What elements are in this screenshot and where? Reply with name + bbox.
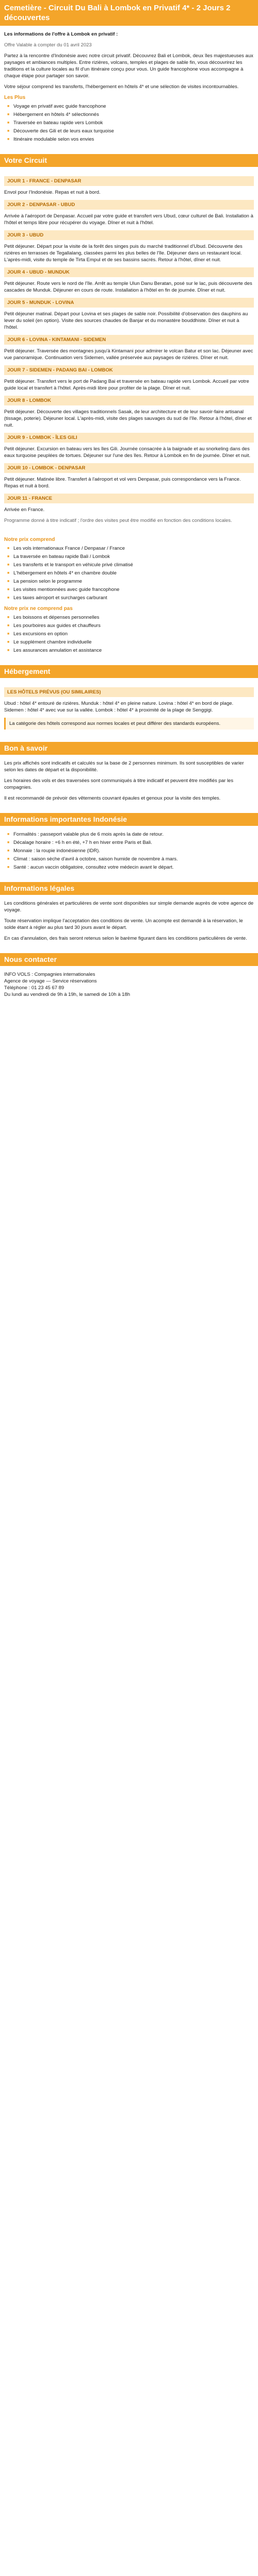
- day-text: Arrivée en France.: [4, 507, 45, 513]
- prix-item: ■ La traversée en bateau rapide Bali / Lombok: [7, 553, 254, 560]
- noninclus-item: ■ Les excursions en option: [7, 631, 254, 637]
- bon-paragraph: Il est recommandé de prévoir des vêtements couvrant épaules et genoux pour la visite des temples.: [4, 795, 221, 801]
- intro-line-2: Offre Valable à compter du 01 avril 2023: [4, 42, 92, 48]
- pratiques-item: ■ Santé : aucun vaccin obligatoire, consultez votre médecin avant le départ.: [7, 864, 254, 871]
- conditions-paragraph: Toute réservation implique l'acceptation des conditions de vente. Un acompte est demandé à la réservation, le solde étant à régler au plus tard 30 jours avant le départ.: [4, 918, 243, 930]
- plus-item: ■ Hébergement en hôtels 4* sélectionnés: [7, 111, 254, 118]
- hebergement-text: Ubud : hôtel 4* entouré de rizières. Munduk : hôtel 4* en pleine nature. Lovina : hôtel 4* en bord de plage. Sidemen : hôtel 4* avec vue sur la vallée. Lombok : hôtel 4* à proximité de la plage de Senggigi.: [4, 701, 234, 713]
- hebergement-title: Hébergement: [0, 665, 258, 678]
- noninclus-item: ■ Les assurances annulation et assistance: [7, 647, 254, 654]
- pratiques-list: [4, 831, 254, 871]
- hebergement-section: [0, 681, 258, 737]
- day-heading: JOUR 6 - LOVINA - KINTAMANI - SIDEMEN: [4, 335, 254, 345]
- pratiques-item: ■ Monnaie : la roupie indonésienne (IDR).: [7, 848, 254, 854]
- prix-item: ■ Les visites mentionnées avec guide francophone: [7, 586, 254, 593]
- prix-list: [4, 545, 254, 601]
- day-heading: JOUR 2 - DENPASAR - UBUD: [4, 200, 254, 210]
- conditions-paragraph: En cas d'annulation, des frais seront retenus selon le barème figurant dans les conditions particulières de vente.: [4, 936, 247, 941]
- contact-line: Agence de voyage — Service réservations: [4, 978, 97, 984]
- conditions-paragraph: Les conditions générales et particulières de vente sont disponibles sur simple demande auprès de votre agence de voyage.: [4, 901, 254, 913]
- prix-item: ■ L'hébergement en hôtels 4* en chambre double: [7, 570, 254, 577]
- prix-item: ■ Les taxes aéroport et surcharges carburant: [7, 595, 254, 601]
- bon-paragraph: Les horaires des vols et des traversées sont communiqués à titre indicatif et peuvent être modifiés par les compagnies.: [4, 778, 234, 790]
- contacts-section: [0, 969, 258, 1000]
- page-title: Cemetière - Circuit Du Bali à Lombok en Privatif 4* - 2 Jours 2 découvertes: [0, 0, 258, 26]
- intro-paragraph-2: Votre séjour comprend les transferts, l'hébergement en hôtels 4* et une sélection de visites incontournables.: [4, 84, 239, 90]
- conditions-title: Informations légales: [0, 882, 258, 895]
- conditions-section: [0, 898, 258, 948]
- circuit-section: [0, 170, 258, 530]
- prix-section: [0, 530, 258, 660]
- prix-title: Notre prix comprend: [4, 537, 55, 543]
- contact-line: Téléphone : 01 23 45 67 89: [4, 985, 64, 991]
- plus-item: ■ Traversée en bateau rapide vers Lombok: [7, 120, 254, 126]
- plus-title: Les Plus: [4, 95, 26, 100]
- intro-line-1: Les informations de l'offre à Lombok en privatif :: [4, 31, 118, 37]
- day-heading: JOUR 4 - UBUD - MUNDUK: [4, 267, 254, 277]
- day-text: Petit déjeuner. Matinée libre. Transfert à l'aéroport et vol vers Denpasar, puis correspondance vers la France. Repas et nuit à bord.: [4, 477, 241, 489]
- day-heading: JOUR 9 - LOMBOK - ÎLES GILI: [4, 433, 254, 443]
- noninclus-item: ■ Le supplément chambre individuelle: [7, 639, 254, 646]
- day-heading: JOUR 3 - UBUD: [4, 230, 254, 240]
- day-text: Petit déjeuner. Transfert vers le port de Padang Bai et traversée en bateau rapide vers Lombok. Accueil par votre guide local et transfert à l'hôtel. Après-midi libre pour profiter de la plage. Dîner et nuit.: [4, 379, 249, 391]
- day-text: Envol pour l'Indonésie. Repas et nuit à bord.: [4, 190, 101, 195]
- prix-item: ■ Les transferts et le transport en véhicule privé climatisé: [7, 562, 254, 568]
- noninclus-item: ■ Les pourboires aux guides et chauffeurs: [7, 622, 254, 629]
- day-text: Petit déjeuner. Traversée des montagnes jusqu'à Kintamani pour admirer le volcan Batur et son lac. Déjeuner avec vue panoramique. Continuation vers Sidemen, vallée préservée aux paysages de rizières. Dîner et nuit.: [4, 348, 253, 361]
- prix-item: ■ Les vols internationaux France / Denpasar / France: [7, 545, 254, 552]
- pratiques-item: ■ Formalités : passeport valable plus de 6 mois après la date de retour.: [7, 831, 254, 838]
- day-text: Petit déjeuner. Découverte des villages traditionnels Sasak, de leur architecture et de leur savoir-faire artisanal (tissage, poterie). Déjeuner local. L'après-midi, visite des plages sauvages du sud de l'île. Retour à l'hôtel, dîner et nuit.: [4, 409, 252, 428]
- contact-line: Du lundi au vendredi de 9h à 19h, le samedi de 10h à 18h: [4, 992, 131, 997]
- day-heading: JOUR 1 - FRANCE - DENPASAR: [4, 176, 254, 186]
- day-heading: JOUR 8 - LOMBOK: [4, 396, 254, 405]
- bon-title: Bon à savoir: [0, 742, 258, 755]
- page: [0, 0, 258, 1000]
- noninclus-title: Notre prix ne comprend pas: [4, 606, 73, 612]
- day-text: Petit déjeuner. Excursion en bateau vers les îles Gili. Journée consacrée à la baignade et au snorkeling dans des eaux turquoise peuplées de tortues. Déjeuner sur l'une des îles. Retour à Lombok en fin de journée. Dîner et nuit.: [4, 446, 251, 459]
- day-heading: JOUR 10 - LOMBOK - DENPASAR: [4, 463, 254, 473]
- plus-item: ■ Itinéraire modulable selon vos envies: [7, 136, 254, 143]
- intro-paragraph-1: Partez à la rencontre d'Indonésie avec notre circuit privatif. Découvrez Bali et Lombok, deux îles majestueuses aux paysages et ambiances multiples. Entre rizières, volcans, temples et plages de sable fin, vous découvrirez les traditions et la culture locales au fil d'un itinéraire conçu pour vous. Un guide francophone vous accompagne à chaque étape pour partager son savoir.: [4, 53, 253, 79]
- noninclus-list: [4, 614, 254, 654]
- plus-item: ■ Découverte des Gili et de leurs eaux turquoise: [7, 128, 254, 134]
- pratiques-item: ■ Décalage horaire : +6 h en été, +7 h en hiver entre Paris et Bali.: [7, 839, 254, 846]
- circuit-footnote: Programme donné à titre indicatif ; l'ordre des visites peut être modifié en fonction des conditions locales.: [4, 518, 232, 523]
- day-text: Petit déjeuner. Route vers le nord de l'île. Arrêt au temple Ulun Danu Beratan, posé sur le lac, puis découverte des cascades de Munduk. Déjeuner en cours de route. Installation à l'hôtel en fin de journée. Dîner et nuit.: [4, 281, 252, 293]
- circuit-title: Votre Circuit: [0, 154, 258, 167]
- day-heading: JOUR 11 - FRANCE: [4, 494, 254, 503]
- day-heading: JOUR 5 - MUNDUK - LOVINA: [4, 298, 254, 308]
- day-text: Petit déjeuner matinal. Départ pour Lovina et ses plages de sable noir. Possibilité d'observation des dauphins au lever du soleil (en option). Visite des sources chaudes de Banjar et du monastère bouddhiste. Dîner et nuit à l'hôtel.: [4, 311, 248, 330]
- plus-list: [4, 103, 254, 143]
- noninclus-item: ■ Les boissons et dépenses personnelles: [7, 614, 254, 621]
- day-text: Petit déjeuner. Départ pour la visite de la forêt des singes puis du marché traditionnel d'Ubud. Découverte des rizières en terrasses de Tegallalang, classées parmi les plus belles de l'île. Déjeuner dans un restaurant local. L'après-midi, visite du temple de Tirta Empul et de ses bassins sacrés. Retour à l'hôtel, dîner et nuit.: [4, 244, 243, 263]
- plus-item: ■ Voyage en privatif avec guide francophone: [7, 103, 254, 110]
- prix-item: ■ La pension selon le programme: [7, 578, 254, 585]
- day-heading: JOUR 7 - SIDEMEN - PADANG BAI - LOMBOK: [4, 365, 254, 375]
- hebergement-note: La catégorie des hôtels correspond aux normes locales et peut différer des standards européens.: [4, 718, 254, 730]
- bon-section: [0, 758, 258, 808]
- pratiques-section: [0, 829, 258, 877]
- pratiques-title: Informations importantes Indonésie: [0, 813, 258, 826]
- hebergement-subtitle: LES HÔTELS PRÉVUS (OU SIMILAIRES): [4, 687, 254, 697]
- contact-line: INFO VOLS : Compagnies internationales: [4, 972, 95, 977]
- bon-paragraph: Les prix affichés sont indicatifs et calculés sur la base de 2 personnes minimum. Ils sont susceptibles de varier selon les dates de départ et la disponibilité.: [4, 760, 244, 773]
- intro-section: [0, 29, 258, 149]
- day-text: Arrivée à l'aéroport de Denpasar. Accueil par votre guide et transfert vers Ubud, cœur culturel de Bali. Installation à l'hôtel et temps libre pour récupérer du voyage. Dîner et nuit à l'hôtel.: [4, 213, 253, 226]
- pratiques-item: ■ Climat : saison sèche d'avril à octobre, saison humide de novembre à mars.: [7, 856, 254, 862]
- contacts-title: Nous contacter: [0, 953, 258, 966]
